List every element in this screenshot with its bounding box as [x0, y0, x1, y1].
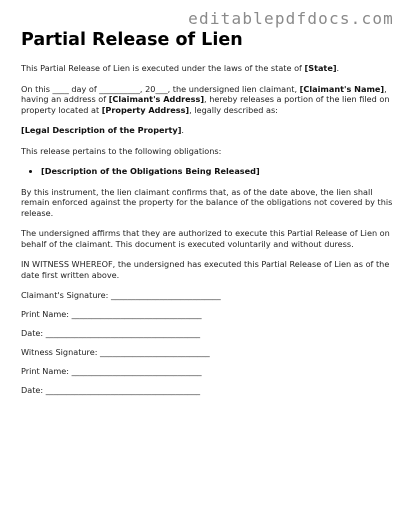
affirm-paragraph: The undersigned affirms that they are authorized to execute this Partial Release of Lien on behalf of the claimant. This document is executed voluntarily and without duress. [21, 228, 390, 249]
claimant-signature-line[interactable]: Claimant's Signature: ___________________________ [21, 290, 221, 300]
legal-description-paragraph [21, 125, 393, 136]
claimant-text-3: , hereby releases a portion of the lien filed on property located at [21, 94, 390, 115]
intro-end: . [336, 63, 340, 73]
claimant-paragraph [21, 84, 393, 116]
claimant-text-2: , having an address of [21, 83, 387, 104]
state-placeholder: [State] [304, 63, 337, 73]
print-name-line-claimant[interactable]: Print Name: ________________________________ [21, 309, 202, 319]
legal-description-end: . [181, 125, 185, 135]
property-address-placeholder: [Property Address] [101, 104, 190, 115]
legal-description-placeholder: [Legal Description of the Property] [21, 125, 182, 135]
witness-paragraph: IN WITNESS WHEREOF, the undersigned has executed this Partial Release of Lien as of the date first written above. [21, 259, 390, 280]
obligations-intro: This release pertains to the following obligations: [21, 145, 222, 156]
intro-paragraph [21, 63, 393, 74]
date-line-claimant[interactable]: Date: ______________________________________ [21, 328, 201, 338]
obligations-list [21, 166, 393, 177]
confirm-paragraph: By this instrument, the lien claimant confirms that, as of the date above, the lien shall remain enforced against the property for the balance of the obligations not covered by this release. [21, 186, 393, 218]
watermark: editablepdfdocs.com [188, 9, 394, 28]
obligation-item: • [Description of the Obligations Being Released] [41, 166, 393, 177]
witness-signature-line[interactable]: Witness Signature: ___________________________ [21, 347, 210, 357]
document-page [21, 30, 393, 404]
print-name-line-witness[interactable]: Print Name: ________________________________ [21, 366, 202, 376]
claimant-text-1: On this ____ day of __________, 20___, the undersigned lien claimant, [21, 83, 300, 94]
intro-text: This Partial Release of Lien is executed under the laws of the state of [21, 63, 305, 73]
claimant-address-placeholder: [Claimant's Address] [108, 94, 205, 104]
claimant-text-4: , legally described as: [189, 104, 278, 115]
date-line-witness[interactable]: Date: ______________________________________ [21, 385, 201, 395]
document-title: Partial Release of Lien [21, 30, 243, 50]
claimant-name-placeholder: [Claimant's Name] [299, 83, 385, 94]
